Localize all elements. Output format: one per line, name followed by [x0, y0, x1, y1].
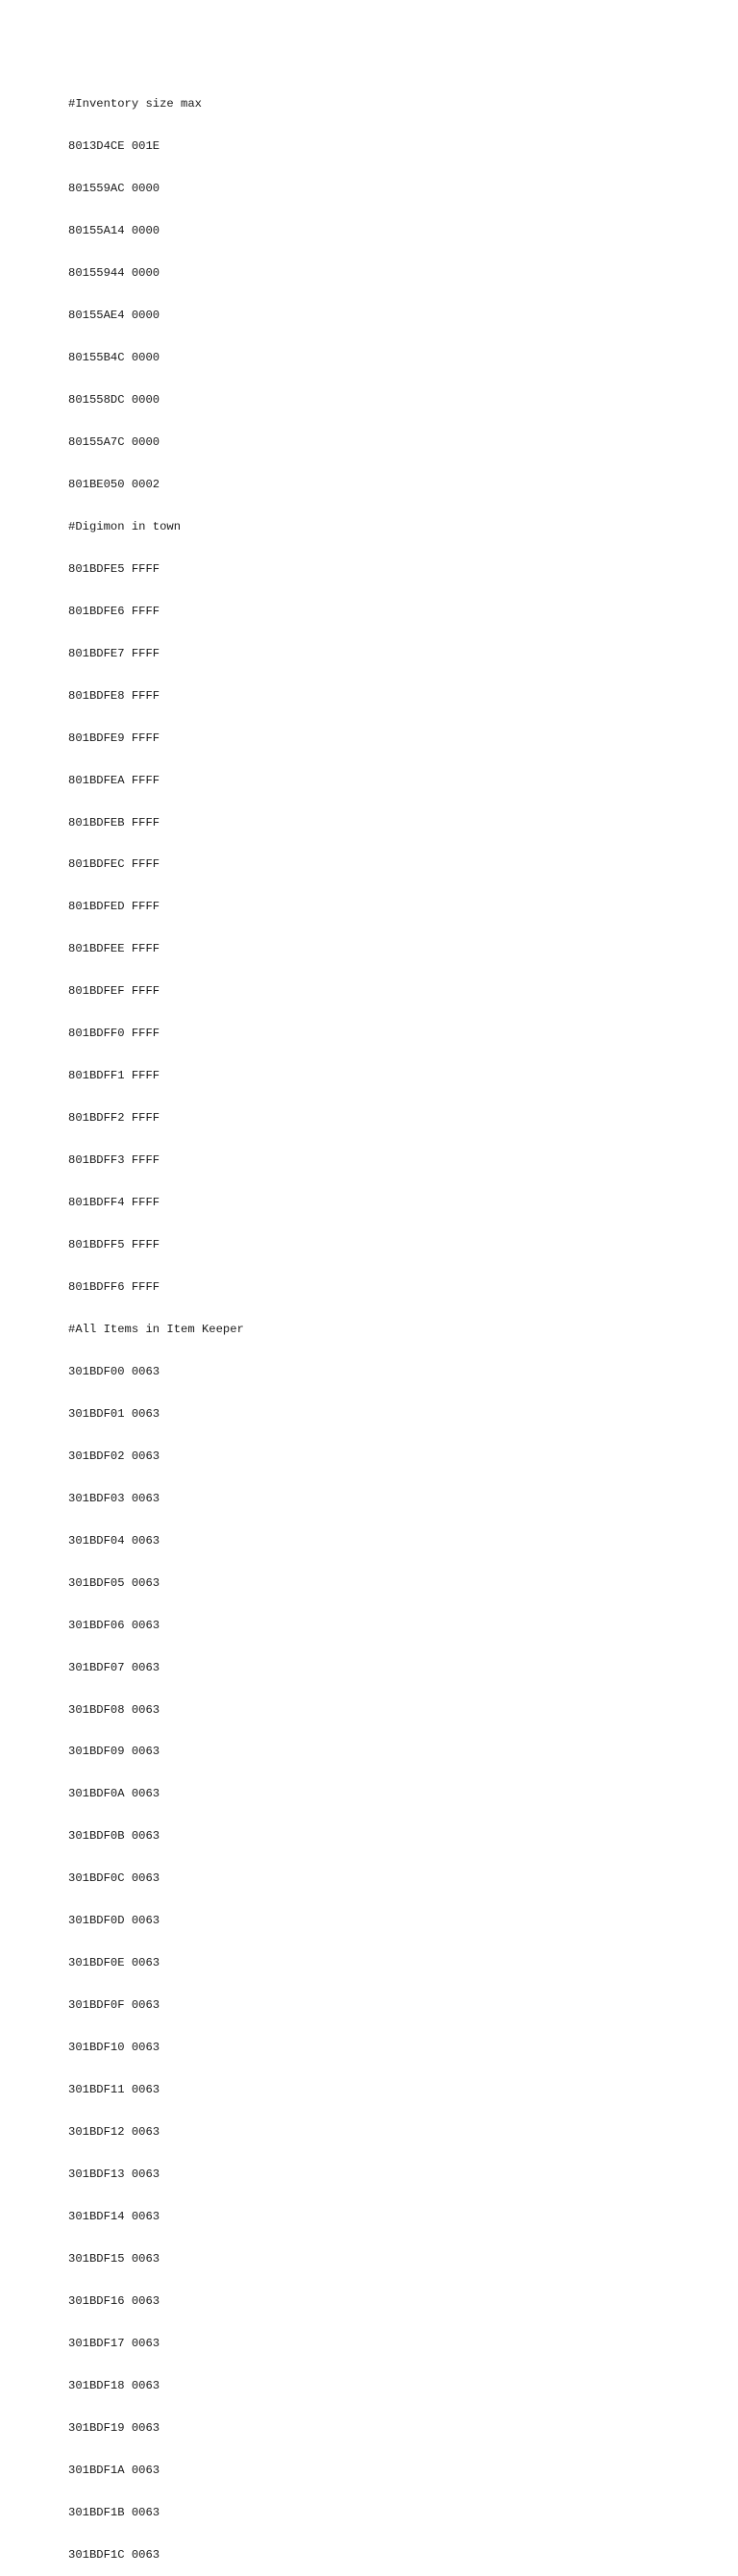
code-line: 301BDF13 0063 — [68, 2167, 160, 2182]
code-line: 301BDF0B 0063 — [68, 1829, 160, 1844]
code-line: 301BDF15 0063 — [68, 2251, 160, 2266]
code-line: 801BDFEB FFFF — [68, 815, 160, 830]
code-line: 80155AE4 0000 — [68, 309, 160, 323]
code-line: 801BDFEE FFFF — [68, 942, 160, 956]
code-line: 801BDFEA FFFF — [68, 773, 160, 787]
code-line: 301BDF0D 0063 — [68, 1914, 160, 1928]
code-line: 301BDF1C 0063 — [68, 2547, 160, 2562]
code-line: 301BDF0A 0063 — [68, 1787, 160, 1801]
code-line: 801BDFF5 FFFF — [68, 1238, 160, 1252]
code-line: 301BDF07 0063 — [68, 1660, 160, 1674]
code-line: 301BDF0E 0063 — [68, 1956, 160, 1970]
code-line: 80155A14 0000 — [68, 224, 160, 238]
code-line: 301BDF0F 0063 — [68, 1998, 160, 2013]
code-line: 801BDFE8 FFFF — [68, 688, 160, 703]
code-line: 301BDF16 0063 — [68, 2293, 160, 2308]
code-listing — [68, 69, 244, 2576]
code-line: 801BDFF6 FFFF — [68, 1280, 160, 1294]
code-line: 301BDF06 0063 — [68, 1618, 160, 1632]
section-heading: #Inventory size max — [68, 97, 202, 111]
code-line: 80155944 0000 — [68, 266, 160, 281]
code-line: 801BDFED FFFF — [68, 900, 160, 914]
code-line: 301BDF1B 0063 — [68, 2505, 160, 2519]
code-line: 301BDF02 0063 — [68, 1449, 160, 1463]
code-line: 301BDF19 0063 — [68, 2420, 160, 2435]
code-line: 301BDF09 0063 — [68, 1745, 160, 1759]
section-heading: #All Items in Item Keeper — [68, 1322, 244, 1336]
code-line: 801559AC 0000 — [68, 182, 160, 196]
code-line: 801BDFF1 FFFF — [68, 1069, 160, 1083]
code-line: 80155B4C 0000 — [68, 351, 160, 365]
code-line: 801BDFEF FFFF — [68, 984, 160, 999]
code-line: 801BDFE5 FFFF — [68, 561, 160, 576]
code-line: 801BDFE7 FFFF — [68, 646, 160, 660]
code-line: 801BDFF0 FFFF — [68, 1027, 160, 1041]
code-line: 301BDF11 0063 — [68, 2083, 160, 2097]
code-line: 8013D4CE 001E — [68, 139, 160, 154]
section-heading: #Digimon in town — [68, 519, 182, 533]
code-line: 801BE050 0002 — [68, 477, 160, 491]
code-line: 301BDF01 0063 — [68, 1406, 160, 1421]
code-line: 801558DC 0000 — [68, 392, 160, 407]
code-line: 301BDF04 0063 — [68, 1533, 160, 1548]
code-line: 301BDF1A 0063 — [68, 2463, 160, 2477]
code-line: 301BDF00 0063 — [68, 1364, 160, 1378]
code-line: 301BDF08 0063 — [68, 1702, 160, 1717]
code-line: 80155A7C 0000 — [68, 434, 160, 449]
code-line: 301BDF05 0063 — [68, 1575, 160, 1590]
code-line: 301BDF12 0063 — [68, 2125, 160, 2140]
code-line: 801BDFF4 FFFF — [68, 1196, 160, 1210]
code-line: 801BDFEC FFFF — [68, 857, 160, 872]
code-line: 801BDFF3 FFFF — [68, 1153, 160, 1168]
code-line: 801BDFE9 FFFF — [68, 731, 160, 745]
code-line: 301BDF03 0063 — [68, 1491, 160, 1505]
code-line: 801BDFE6 FFFF — [68, 604, 160, 618]
code-line: 301BDF18 0063 — [68, 2378, 160, 2392]
code-line: 801BDFF2 FFFF — [68, 1111, 160, 1126]
code-line: 301BDF17 0063 — [68, 2336, 160, 2350]
code-line: 301BDF0C 0063 — [68, 1871, 160, 1886]
code-line: 301BDF10 0063 — [68, 2041, 160, 2055]
code-line: 301BDF14 0063 — [68, 2209, 160, 2223]
